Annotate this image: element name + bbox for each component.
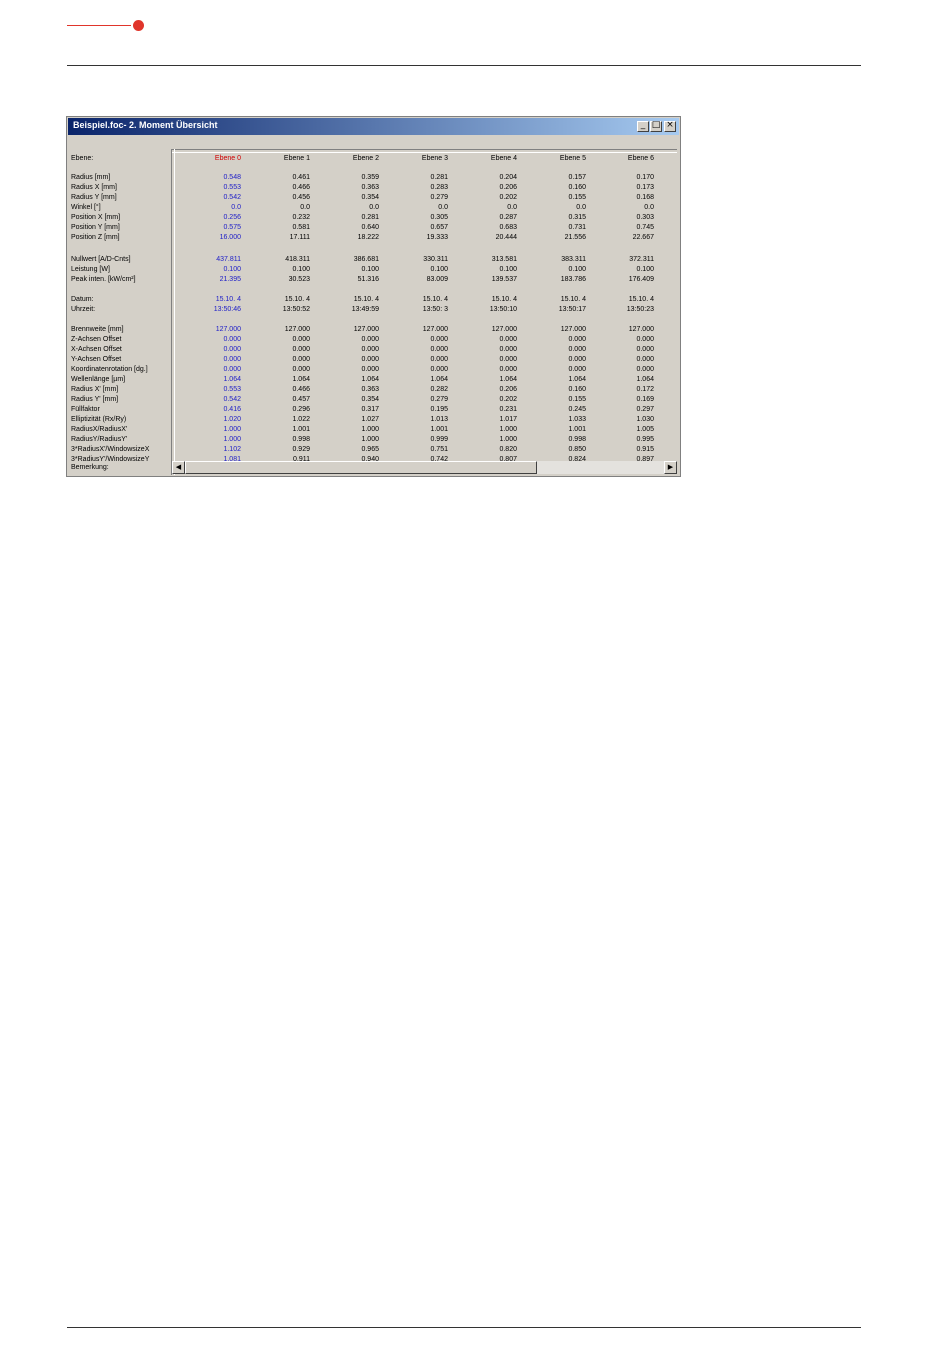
table-cell: 0.160	[568, 386, 586, 393]
table-cell: 0.155	[568, 396, 586, 403]
close-button[interactable]	[664, 121, 676, 132]
window-title: Beispiel.foc- 2. Moment Übersicht	[73, 120, 218, 130]
table-cell: 0.359	[361, 174, 379, 181]
table-cell: 0.000	[499, 346, 517, 353]
table-cell: 0.548	[223, 174, 241, 181]
table-cell: 386.681	[353, 256, 379, 263]
table-cell: 15.10. 4	[353, 296, 379, 303]
table-cell: 1.017	[499, 416, 517, 423]
table-cell: 313.581	[491, 256, 517, 263]
table-cell: 0.820	[499, 446, 517, 453]
table-header-label: Ebene:	[71, 155, 94, 162]
table-cell: 15.10. 4	[215, 296, 241, 303]
table-cell: 0.000	[223, 356, 241, 363]
column-header: Ebene 0	[214, 155, 241, 162]
table-cell: 13:50: 3	[422, 306, 448, 313]
remark-label: Bemerkung:	[71, 464, 109, 471]
table-cell: 15.10. 4	[422, 296, 448, 303]
table-cell: 0.363	[361, 386, 379, 393]
row-label: Peak inten. [kW/cm²]	[71, 276, 136, 283]
table-cell: 0.742	[430, 456, 448, 463]
table-cell: 0.553	[223, 386, 241, 393]
overview-table	[68, 136, 679, 475]
row-label: RadiusY/RadiusY'	[71, 436, 128, 443]
table-cell: 1.064	[430, 376, 448, 383]
table-cell: 1.005	[636, 426, 654, 433]
table-cell: 0.683	[499, 224, 517, 231]
table-cell: 0.317	[361, 406, 379, 413]
table-cell: 0.354	[361, 194, 379, 201]
row-label: Radius [mm]	[71, 174, 111, 181]
table-cell: 19.333	[426, 234, 448, 241]
column-header: Ebene 2	[352, 155, 379, 162]
table-cell: 0.202	[499, 194, 517, 201]
table-cell: 0.000	[499, 366, 517, 373]
row-label: RadiusX/RadiusX'	[71, 426, 128, 433]
table-cell: 0.100	[568, 266, 586, 273]
table-cell: 0.195	[430, 406, 448, 413]
table-cell: 127.000	[560, 326, 586, 333]
table-cell: 0.000	[292, 366, 310, 373]
table-cell: 0.000	[636, 366, 654, 373]
row-label: Radius Y [mm]	[71, 194, 117, 201]
table-cell: 0.850	[568, 446, 586, 453]
table-cell: 0.000	[292, 346, 310, 353]
table-cell: 1.064	[499, 376, 517, 383]
table-cell: 0.231	[499, 406, 517, 413]
row-label: Leistung [W]	[71, 266, 110, 273]
table-cell: 0.281	[430, 174, 448, 181]
label-column-separator	[171, 149, 175, 475]
row-label: Radius X' [mm]	[71, 386, 119, 393]
table-cell: 0.466	[292, 184, 310, 191]
row-label: Koordinatenrotation [dg.]	[71, 366, 148, 373]
column-header: Ebene 5	[559, 155, 586, 162]
table-cell: 0.731	[568, 224, 586, 231]
row-label: Z-Achsen Offset	[71, 336, 122, 343]
row-label: Elliptizität (Rx/Ry)	[71, 416, 127, 423]
table-cell: 1.001	[430, 426, 448, 433]
table-cell: 1.064	[636, 376, 654, 383]
table-cell: 0.000	[223, 366, 241, 373]
table-cell: 0.354	[361, 396, 379, 403]
row-label: Position Z [mm]	[71, 234, 120, 241]
table-cell: 0.0	[300, 204, 310, 211]
table-cell: 418.311	[285, 256, 310, 263]
table-cell: 0.282	[430, 386, 448, 393]
table-cell: 139.537	[491, 276, 517, 283]
table-cell: 0.000	[292, 356, 310, 363]
table-cell: 0.281	[361, 214, 379, 221]
table-cell: 0.000	[568, 336, 586, 343]
table-cell: 0.000	[361, 346, 379, 353]
table-cell: 1.064	[568, 376, 586, 383]
table-cell: 0.169	[636, 396, 654, 403]
table-cell: 1.013	[430, 416, 448, 423]
column-header: Ebene 1	[283, 155, 310, 162]
table-cell: 21.556	[564, 234, 586, 241]
table-cell: 0.296	[292, 406, 310, 413]
column-header: Ebene 3	[421, 155, 448, 162]
table-cell: 0.100	[361, 266, 379, 273]
header-separator	[171, 149, 677, 153]
minimize-button[interactable]	[637, 121, 649, 132]
table-cell: 0.000	[223, 346, 241, 353]
table-cell: 0.206	[499, 184, 517, 191]
table-cell: 0.000	[499, 356, 517, 363]
table-cell: 0.0	[644, 204, 654, 211]
table-cell: 0.965	[361, 446, 379, 453]
table-cell: 0.168	[636, 194, 654, 201]
table-cell: 0.457	[292, 396, 310, 403]
row-label: X-Achsen Offset	[71, 346, 122, 353]
table-cell: 0.363	[361, 184, 379, 191]
row-label: Datum:	[71, 296, 94, 303]
table-cell: 1.000	[223, 426, 241, 433]
row-label: 3*RadiusX'/WindowsizeX	[71, 446, 150, 453]
table-cell: 0.000	[636, 356, 654, 363]
table-cell: 1.000	[223, 436, 241, 443]
table-cell: 83.009	[426, 276, 448, 283]
maximize-icon: □	[651, 120, 661, 130]
footer-rule	[67, 1327, 861, 1328]
table-cell: 0.232	[292, 214, 310, 221]
title-bar[interactable]	[68, 118, 679, 135]
close-icon: ×	[666, 120, 674, 130]
column-header: Ebene 6	[627, 155, 654, 162]
table-cell: 0.0	[507, 204, 517, 211]
table-cell: 0.940	[361, 456, 379, 463]
header-rule	[67, 65, 861, 66]
table-cell: 0.745	[636, 224, 654, 231]
arrow-left-icon: ◀	[175, 463, 182, 471]
table-cell: 0.000	[568, 346, 586, 353]
table-cell: 0.157	[568, 174, 586, 181]
table-cell: 330.311	[423, 256, 448, 263]
table-cell: 0.461	[292, 174, 310, 181]
table-cell: 127.000	[422, 326, 448, 333]
table-cell: 0.000	[430, 346, 448, 353]
table-cell: 127.000	[284, 326, 310, 333]
maximize-button[interactable]	[650, 121, 662, 132]
table-cell: 1.020	[223, 416, 241, 423]
table-cell: 127.000	[215, 326, 241, 333]
table-cell: 51.316	[357, 276, 379, 283]
table-cell: 0.297	[636, 406, 654, 413]
table-cell: 0.000	[636, 336, 654, 343]
table-cell: 15.10. 4	[491, 296, 517, 303]
table-cell: 13:50:17	[558, 306, 586, 313]
table-cell: 1.030	[636, 416, 654, 423]
arrow-right-icon: ▶	[667, 463, 674, 471]
table-cell: 1.000	[361, 426, 379, 433]
table-cell: 0.929	[292, 446, 310, 453]
table-cell: 15.10. 4	[560, 296, 586, 303]
table-cell: 0.995	[636, 436, 654, 443]
row-label: 3*RadiusY'/WindowsizeY	[71, 456, 150, 463]
table-cell: 30.523	[288, 276, 310, 283]
table-cell: 0.807	[499, 456, 517, 463]
table-cell: 0.575	[223, 224, 241, 231]
row-label: Winkel [°]	[71, 204, 101, 211]
table-cell: 1.000	[499, 436, 517, 443]
row-label: Brennweite [mm]	[71, 326, 124, 333]
table-cell: 437.811	[216, 256, 241, 263]
table-cell: 0.553	[223, 184, 241, 191]
row-label: Radius X [mm]	[71, 184, 117, 191]
table-cell: 0.000	[430, 336, 448, 343]
table-cell: 1.000	[361, 436, 379, 443]
row-label: Nullwert [A/D-Cnts]	[71, 256, 131, 263]
row-label: Position Y [mm]	[71, 224, 120, 231]
table-cell: 0.100	[223, 266, 241, 273]
table-cell: 0.998	[292, 436, 310, 443]
table-cell: 0.000	[361, 336, 379, 343]
table-cell: 0.000	[292, 336, 310, 343]
table-cell: 0.998	[568, 436, 586, 443]
table-cell: 0.202	[499, 396, 517, 403]
table-cell: 0.581	[292, 224, 310, 231]
table-cell: 0.000	[499, 336, 517, 343]
table-cell: 1.033	[568, 416, 586, 423]
table-cell: 0.000	[636, 346, 654, 353]
table-cell: 0.100	[499, 266, 517, 273]
table-cell: 1.000	[499, 426, 517, 433]
table-cell: 1.064	[361, 376, 379, 383]
table-cell: 0.915	[636, 446, 654, 453]
column-header: Ebene 4	[490, 155, 517, 162]
table-cell: 1.064	[292, 376, 310, 383]
table-cell: 0.100	[430, 266, 448, 273]
table-cell: 0.155	[568, 194, 586, 201]
table-cell: 18.222	[357, 234, 379, 241]
table-cell: 0.466	[292, 386, 310, 393]
table-cell: 0.640	[361, 224, 379, 231]
table-cell: 0.542	[223, 396, 241, 403]
row-label: Füllfaktor	[71, 406, 100, 413]
table-cell: 0.897	[636, 456, 654, 463]
table-cell: 15.10. 4	[284, 296, 310, 303]
table-cell: 183.786	[560, 276, 586, 283]
table-cell: 383.311	[561, 256, 586, 263]
table-cell: 0.279	[430, 396, 448, 403]
table-cell: 0.000	[430, 366, 448, 373]
table-cell: 1.027	[361, 416, 379, 423]
table-cell: 0.999	[430, 436, 448, 443]
table-cell: 0.000	[361, 356, 379, 363]
brand-line	[67, 25, 131, 26]
table-cell: 0.0	[438, 204, 448, 211]
scroll-right-button[interactable]	[664, 461, 677, 474]
table-cell: 13:50:10	[489, 306, 517, 313]
table-cell: 0.911	[293, 456, 310, 463]
table-cell: 1.064	[223, 376, 241, 383]
overview-window	[66, 116, 681, 477]
table-cell: 0.303	[636, 214, 654, 221]
table-cell: 1.081	[223, 456, 241, 463]
row-label: Position X [mm]	[71, 214, 121, 221]
table-cell: 0.100	[292, 266, 310, 273]
table-cell: 0.283	[430, 184, 448, 191]
table-cell: 13:50:52	[282, 306, 310, 313]
table-cell: 0.824	[568, 456, 586, 463]
table-cell: 0.256	[223, 214, 241, 221]
table-cell: 0.751	[430, 446, 448, 453]
table-cell: 0.657	[430, 224, 448, 231]
row-label: Wellenlänge [µm]	[71, 376, 126, 383]
table-cell: 13:50:46	[213, 306, 241, 313]
table-cell: 0.173	[636, 184, 654, 191]
table-cell: 0.456	[292, 194, 310, 201]
table-cell: 16.000	[219, 234, 241, 241]
row-label: Uhrzeit:	[71, 306, 96, 313]
table-cell: 127.000	[628, 326, 654, 333]
table-cell: 0.416	[223, 406, 241, 413]
table-cell: 0.100	[636, 266, 654, 273]
table-cell: 0.000	[568, 356, 586, 363]
table-cell: 372.311	[629, 256, 654, 263]
table-cell: 0.245	[568, 406, 586, 413]
table-cell: 0.287	[499, 214, 517, 221]
table-cell: 0.160	[568, 184, 586, 191]
table-cell: 1.001	[292, 426, 310, 433]
minimize-icon: _	[640, 120, 646, 130]
table-cell: 0.206	[499, 386, 517, 393]
table-cell: 22.667	[632, 234, 654, 241]
table-cell: 0.000	[430, 356, 448, 363]
row-label: Y-Achsen Offset	[71, 356, 122, 363]
table-cell: 0.0	[369, 204, 379, 211]
table-cell: 0.172	[636, 386, 654, 393]
table-cell: 0.000	[223, 336, 241, 343]
table-cell: 15.10. 4	[628, 296, 654, 303]
table-cell: 127.000	[491, 326, 517, 333]
brand-dot-icon	[133, 20, 144, 31]
table-cell: 13:50:23	[626, 306, 654, 313]
table-cell: 1.001	[568, 426, 586, 433]
table-cell: 1.022	[292, 416, 310, 423]
table-cell: 0.000	[361, 366, 379, 373]
table-cell: 0.315	[568, 214, 586, 221]
table-cell: 0.279	[430, 194, 448, 201]
table-cell: 176.409	[628, 276, 654, 283]
table-cell: 0.542	[223, 194, 241, 201]
table-cell: 0.204	[499, 174, 517, 181]
table-cell: 0.0	[231, 204, 241, 211]
table-cell: 0.170	[636, 174, 654, 181]
table-cell: 21.395	[219, 276, 241, 283]
row-label: Radius Y' [mm]	[71, 396, 119, 403]
table-cell: 20.444	[495, 234, 517, 241]
table-cell: 1.102	[223, 446, 241, 453]
table-cell: 0.0	[576, 204, 586, 211]
table-cell: 17.111	[289, 234, 310, 241]
table-cell: 0.305	[430, 214, 448, 221]
table-cell: 0.000	[568, 366, 586, 373]
table-cell: 127.000	[353, 326, 379, 333]
table-cell: 13:49:59	[351, 306, 379, 313]
